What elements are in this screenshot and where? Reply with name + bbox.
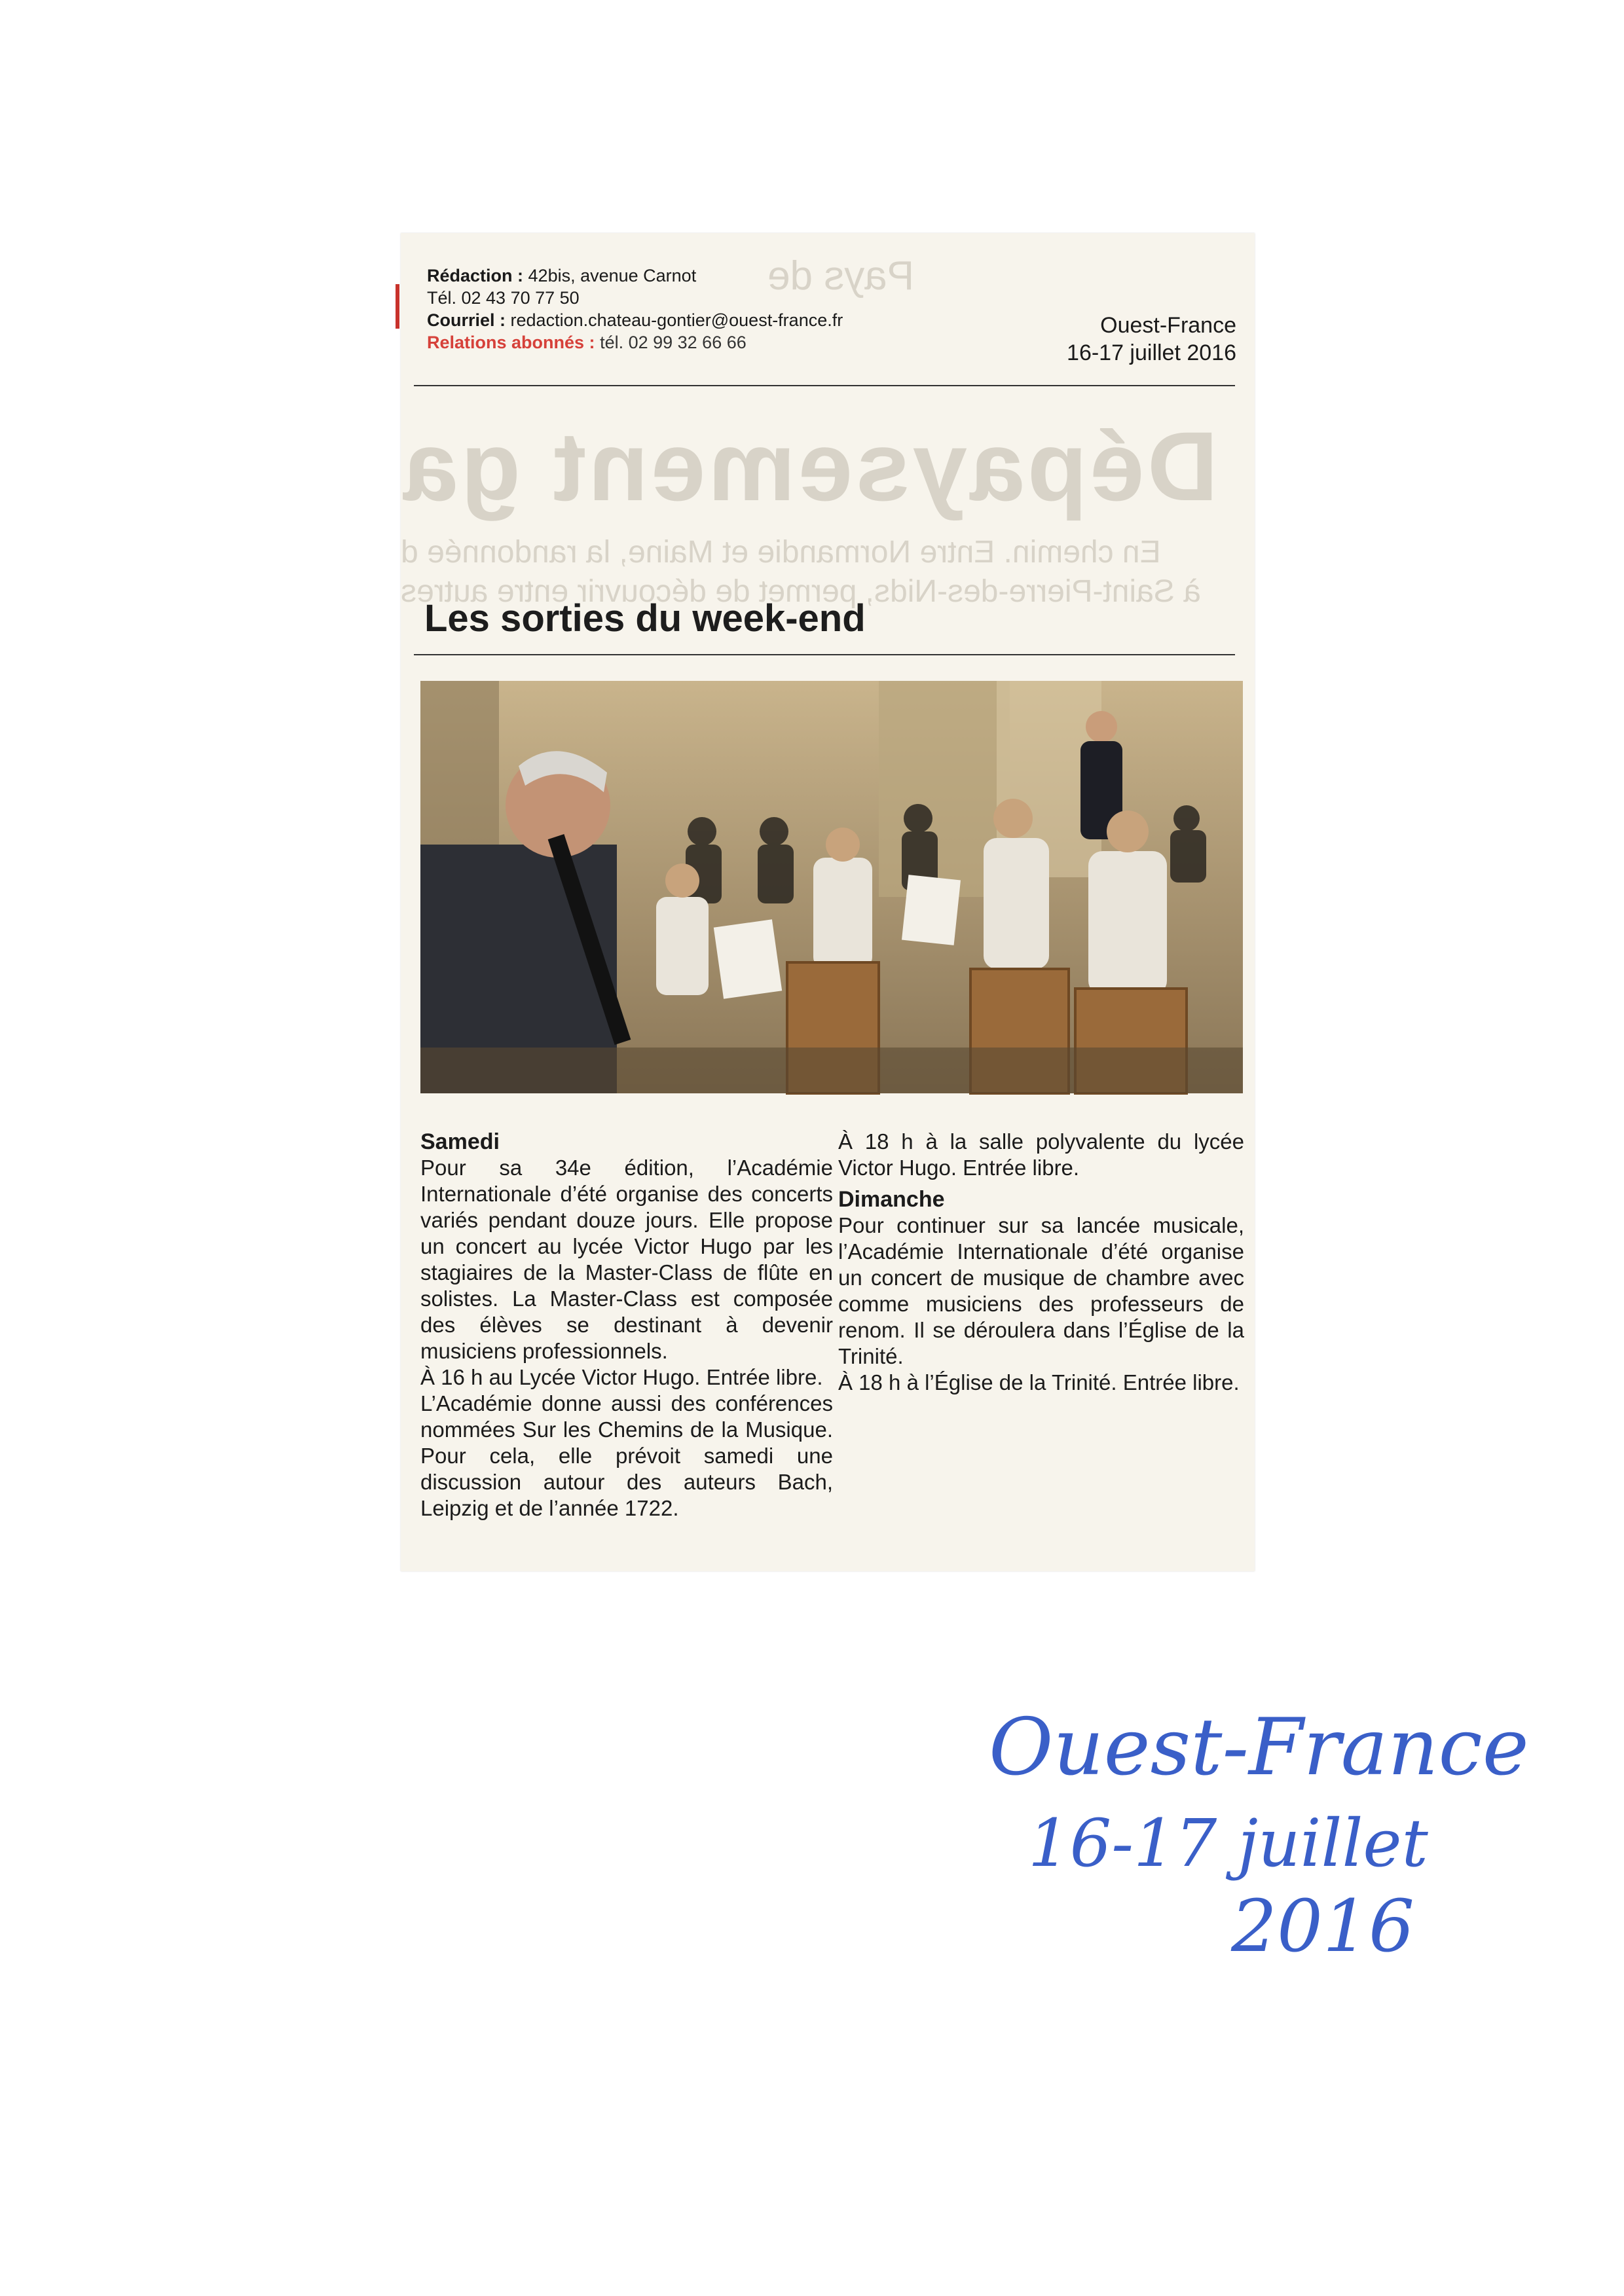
dimanche-paragraph: Pour continuer sur sa lancée musicale, l’Académie Internationale d’été organise un concert de musique de chambre avec comme musiciens des professeurs de renom. Il se déroulera dans l’Église de la Trinité.: [838, 1213, 1244, 1368]
concert-photo-illustration: [420, 681, 1243, 1093]
dimanche-schedule: À 18 h à l’Église de la Trinité. Entrée libre.: [838, 1370, 1240, 1394]
newspaper-clipping: [401, 233, 1255, 1571]
samedi-heading: Samedi: [420, 1129, 500, 1154]
dimanche-heading: Dimanche: [838, 1187, 945, 1212]
samedi-paragraph: Pour sa 34e édition, l’Académie Internationale d’été organise des concerts variés pendant douze jours. Elle propose un concert au lycée Victor Hugo par les stagiaires de la Master-Class de flûte en solistes. La Master-Class est composée des élèves se destinant à devenir musiciens professionnels.: [420, 1156, 833, 1363]
redaction-label: Rédaction :: [427, 266, 524, 285]
bleed-through-headline: Dépaysement ga: [401, 411, 1219, 521]
samedi-schedule: À 16 h au Lycée Victor Hugo. Entrée libre.: [420, 1365, 823, 1389]
handwritten-line-1: Ouest-France: [989, 1702, 1529, 1793]
header-rule: [414, 385, 1235, 386]
bleed-through-top: Pays de: [767, 253, 915, 299]
redaction-address: 42bis, avenue Carnot: [528, 266, 697, 285]
article-column-right: [838, 1129, 1244, 1396]
concert-photo: [420, 681, 1243, 1093]
publication-info: [1067, 312, 1236, 367]
courriel-address: redaction.chateau-gontier@ouest-france.fr: [510, 310, 843, 330]
handwritten-line-3: 2016: [1231, 1884, 1414, 1968]
telephone: Tél. 02 43 70 77 50: [427, 288, 580, 308]
publication-date: 16-17 juillet 2016: [1067, 340, 1236, 365]
handwritten-line-2: 16-17 juillet: [1028, 1805, 1428, 1882]
bleed-through-line: à Saint-Pierre-des-Nids, permet de découvrir entre autres: [401, 574, 1201, 609]
headline: Les sorties du week-end: [424, 597, 866, 640]
headline-rule: [414, 654, 1235, 655]
courriel-label: Courriel :: [427, 310, 506, 330]
abonnes-label: Relations abonnés :: [427, 333, 595, 352]
abonnes-phone: tél. 02 99 32 66 66: [600, 333, 747, 352]
bleed-through-line: En chemin. Entre Normandie et Maine, la randonnée d: [401, 535, 1161, 570]
article-column-left: [420, 1129, 833, 1520]
publication-name: Ouest-France: [1100, 313, 1236, 338]
red-accent-bar: [396, 284, 399, 329]
contact-block: [427, 264, 843, 354]
samedi-conference-paragraph: L’Académie donne aussi des conférences nommées Sur les Chemins de la Musique. Pour cela, elle prévoit samedi une discussion autour des auteurs Bach, Leipzig et de l’année 1722.: [420, 1391, 833, 1520]
samedi-conference-schedule: À 18 h à la salle polyvalente du lycée Victor Hugo. Entrée libre.: [838, 1129, 1244, 1180]
handwritten-annotation: [969, 1676, 1529, 1968]
